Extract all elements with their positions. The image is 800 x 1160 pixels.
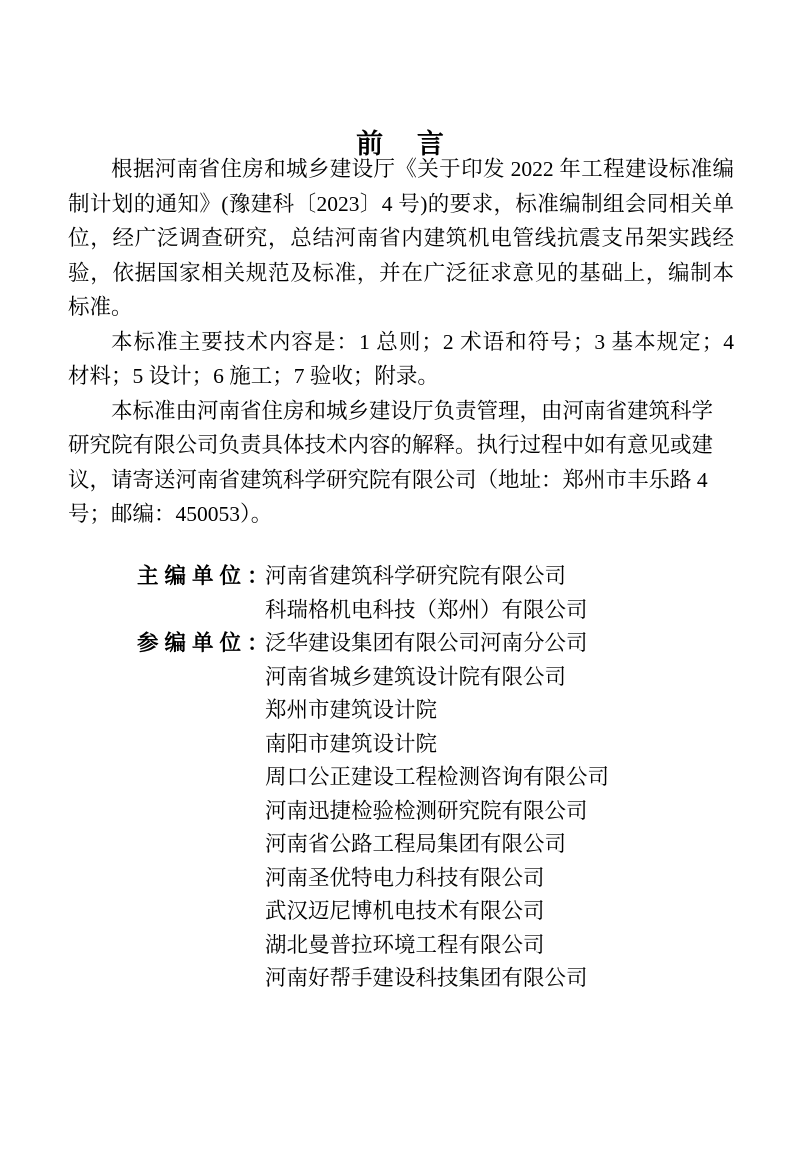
paragraph: 根据河南省住房和城乡建设厅《关于印发 2022 年工程建设标准编制计划的通知》(豫建科〔2023〕4 号)的要求，标准编制组会同相关单位，经广泛调查研究，总结河南省内建筑机电管线抗震支吊架实践经验，依据国家相关规范及标准，并在广泛征求意见的基础上，编制本标准。 [68, 157, 734, 319]
organization-name: 河南省城乡建筑设计院有限公司 [265, 664, 567, 689]
organization-name: 湖北曼普拉环境工程有限公司 [265, 932, 545, 957]
organization-name: 泛华建设集团有限公司河南分公司 [265, 631, 588, 655]
organization-name: 河南好帮手建设科技集团有限公司 [265, 966, 588, 990]
organization-name: 武汉迈尼博机电技术有限公司 [265, 899, 545, 923]
organization-name: 河南省公路工程局集团有限公司 [265, 832, 567, 856]
organization-name: 科瑞格机电科技（郑州）有限公司 [265, 597, 588, 622]
paragraph: 本标准主要技术内容是：1 总则；2 术语和符号；3 基本规定；4 材料；5 设计；6 施工；7 验收；附录。 [68, 329, 734, 388]
organization-label: 参编单位： [137, 631, 275, 655]
organization-name: 河南省建筑科学研究院有限公司 [265, 564, 567, 588]
page-title: 前 言 [356, 129, 458, 160]
foreword-body [68, 152, 734, 532]
organization-name: 南阳市建筑设计院 [265, 731, 438, 756]
organization-group-chief-editor [137, 560, 737, 627]
organization-credits [137, 560, 737, 996]
organization-name: 河南迅捷检验检测研究院有限公司 [265, 798, 588, 823]
organization-name: 郑州市建筑设计院 [265, 698, 438, 722]
organization-name: 周口公正建设工程检测咨询有限公司 [265, 765, 610, 789]
organization-name-list [265, 627, 737, 996]
paragraph: 本标准由河南省住房和城乡建设厅负责管理，由河南省建筑科学研究院有限公司负责具体技术内容的解释。执行过程中如有意见或建议，请寄送河南省建筑科学研究院有限公司（地址：郑州市丰乐路 4 号；邮编：450053）。 [68, 398, 714, 526]
organization-group-participating-editor [137, 627, 737, 996]
organization-label: 主编单位： [137, 564, 275, 588]
organization-name-list [265, 560, 737, 627]
organization-name: 河南圣优特电力科技有限公司 [265, 865, 545, 890]
